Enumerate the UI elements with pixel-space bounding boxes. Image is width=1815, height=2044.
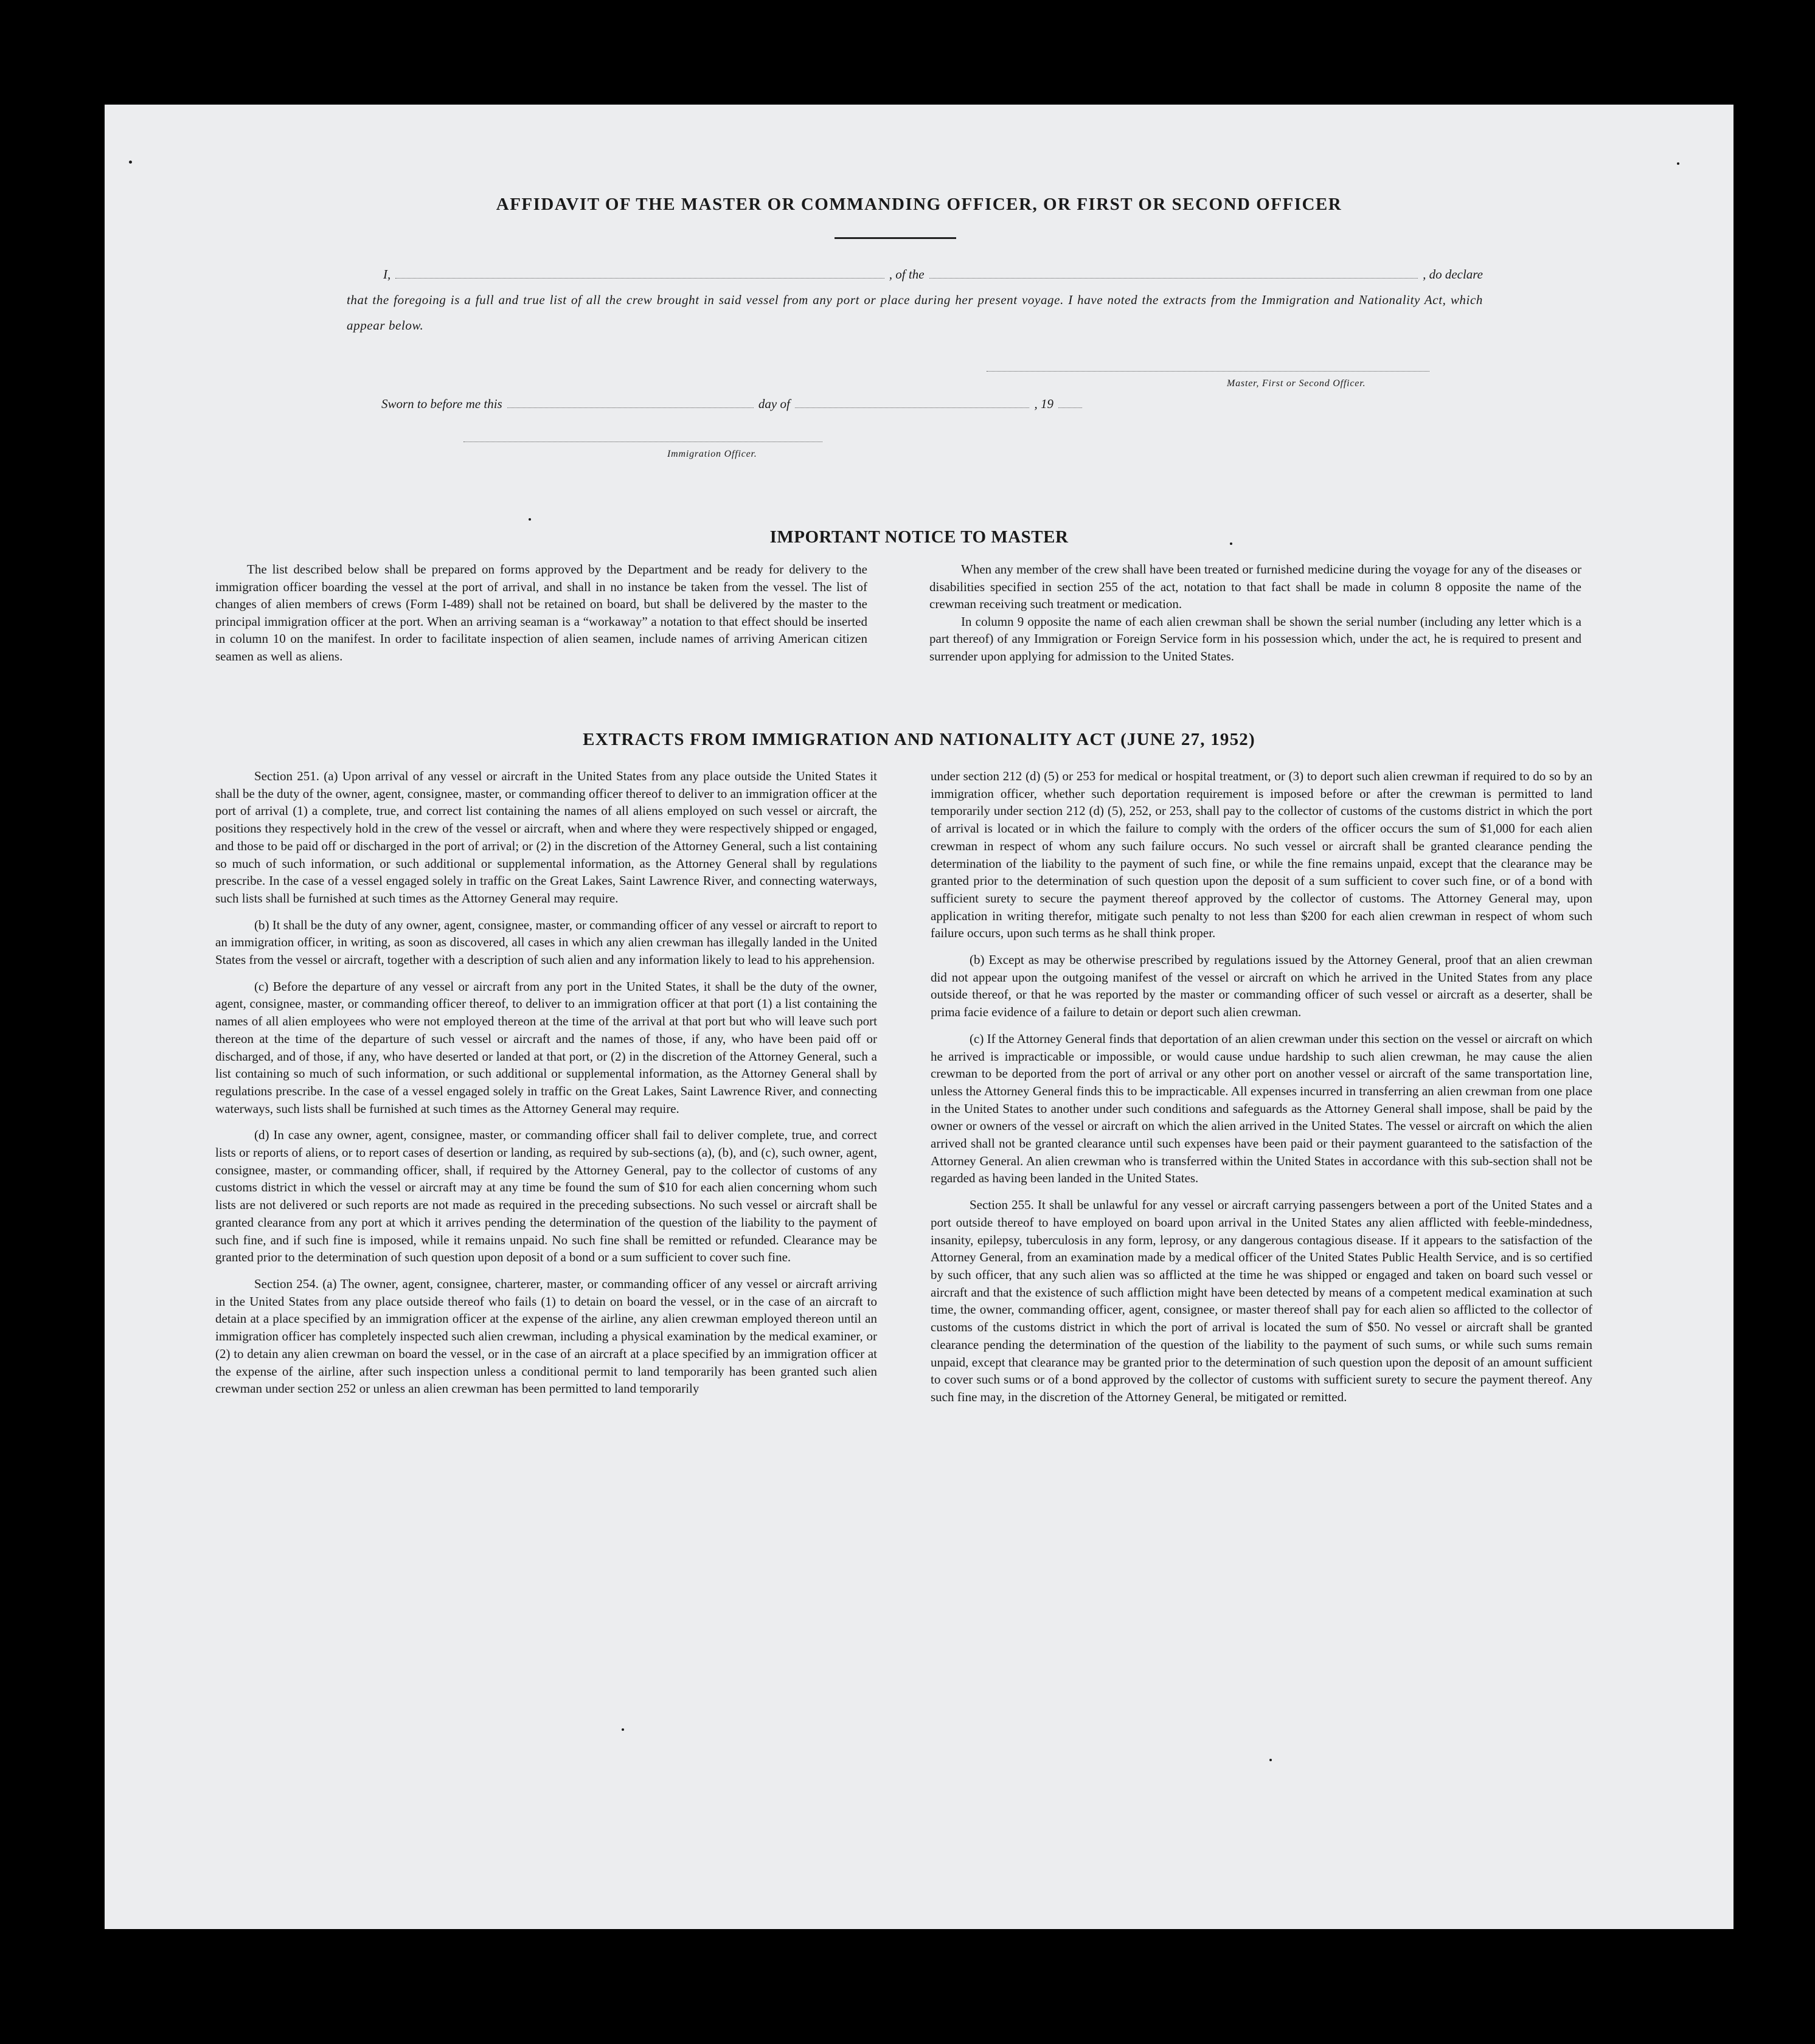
extract-paragraph: (d) In case any owner, agent, consignee, master, or commanding officer shall fail to deliver complete, true, and correct lists or reports of aliens, or to report cases of desertion or landing, as required by sub-sections (a), (b), and (c), such owner, agent, consignee, master, or commanding officer, shall, if required by the Attorney General, pay to the collector of customs of any customs district in which the vessel or aircraft may at any time be found the sum of $10 for each alien concerning whom such lists are not delivered or such reports are not made as required in the preceding subsections. No such vessel or aircraft shall be granted clearance from any port at which it arrives pending the determination of the question of the liability to the payment of such fine, and if such fine is imposed, while it remains unpaid. No such fine shall be remitted or refunded. Clearance may be granted prior to the determination of such question upon deposit of a bond or a sum sufficient to cover such fine. [215, 1128, 877, 1265]
title-rule [835, 237, 956, 239]
extract-paragraph: (b) Except as may be otherwise prescribed by regulations issued by the Attorney General, proof that an alien crewman did not appear upon the outgoing manifest of the vessel or aircraft on which he arrived in the United States from any place outside thereof, or that he was reported by the master or commanding officer of such vessel or aircraft as a deserter, shall be prima facie evidence of a failure to detain or deport such alien crewman. [931, 952, 1592, 1020]
document-page [105, 105, 1733, 1929]
notice-title: IMPORTANT NOTICE TO MASTER [769, 527, 1069, 547]
sworn-year-blank[interactable] [1058, 398, 1082, 408]
scan-speck [129, 161, 132, 164]
sworn-prefix: Sworn to before me this [381, 397, 502, 411]
vessel-blank[interactable] [929, 267, 1418, 279]
declaration-of-the: , of the [889, 267, 925, 282]
notice-paragraph: When any member of the crew shall have been treated or furnished medicine during the voyage for any of the diseases or disabilities specified in section 255 of the act, notation to that fact shall be made in column 8 opposite the name of the crewman receiving such treatment or medication. [929, 562, 1581, 612]
master-signature-line[interactable] [987, 371, 1429, 372]
notice-paragraph: The list described below shall be prepared on forms approved by the Department and be ready for delivery to the immigration officer boarding the vessel at the port of arrival, and shall in no instance be taken from the vessel. The list of changes of alien members of crews (Form I-489) shall not be retained on board, but shall be delivered by the master to the principal immigration officer at the port. When an arriving seaman is a “workaway” a notation to that effect should be inserted in column 10 on the manifest. In order to facilitate inspection of alien seamen, include names of arriving American citizen seamen as well as aliens. [215, 562, 867, 663]
sworn-day-of: day of [758, 397, 790, 411]
extracts-title: EXTRACTS FROM IMMIGRATION AND NATIONALITY ACT (JUNE 27, 1952) [583, 730, 1255, 749]
declaration-line [347, 262, 1483, 287]
sworn-date-blank[interactable] [507, 398, 754, 408]
master-caption: Master, First or Second Officer. [1227, 378, 1366, 389]
sworn-year: , 19 [1034, 397, 1053, 411]
name-blank[interactable] [395, 267, 884, 279]
extracts-left-column [215, 767, 877, 1407]
scan-speck [1677, 162, 1679, 165]
scan-speck [622, 1728, 624, 1731]
scan-speck [529, 518, 531, 521]
extract-paragraph: Section 251. (a) Upon arrival of any vessel or aircraft in the United States from any place outside the United States it shall be the duty of the owner, agent, consignee, master, or commanding officer thereof to deliver to an immigration officer at the port of arrival (1) a complete, true, and correct list containing the names of all aliens employed on such vessel or aircraft, the positions they respectively hold in the crew of the vessel or aircraft, when and where they were respectively shipped or engaged, and those to be paid off or discharged in the port of arrival; or (2) in the discretion of the Attorney General, such a list containing so much of such information, or such additional or supplemental information, as the Attorney General shall by regulations prescribe. In the case of a vessel engaged solely in traffic on the Great Lakes, Saint Lawrence River, and connecting waterways, such lists shall be furnished at such times as the Attorney General may require. [215, 769, 877, 906]
extract-paragraph: (c) Before the departure of any vessel or aircraft from any port in the United States, it shall be the duty of the owner, agent, consignee, master, or commanding officer thereof, to deliver to an immigration officer at that port (1) a list containing the names of all alien employees who were not employed thereon at the time of the arrival at that port but who will leave such port thereon at the time of the departure of such vessel or aircraft and the names of those, if any, who have been paid off or discharged, and of those, if any, who have deserted or landed at that port, or (2) in the discretion of the Attorney General, such a list containing so much of such information, or such additional or supplemental information, as the Attorney General shall by regulations prescribe. In the case of a vessel engaged solely in traffic on the Great Lakes, Saint Lawrence River, and connecting waterways, such lists shall be furnished at such times as the Attorney General may require. [215, 979, 877, 1116]
notice-left-column [215, 561, 867, 665]
officer-caption: Immigration Officer. [667, 449, 757, 459]
declaration-text: that the foregoing is a full and true list of all the crew brought in said vessel from any port or place during her present voyage. I have noted the extracts from the Immigration and Nationality Act, which appear below. [347, 293, 1483, 333]
extract-paragraph: Section 254. (a) The owner, agent, consignee, charterer, master, or commanding officer of any vessel or aircraft arriving in the United States from any place outside thereof who fails (1) to detain on board the vessel, or in the case of an aircraft to detain at a place specified by an immigration officer at the expense of the airline, any alien crewman employed thereon until an immigration officer has completely inspected such alien crewman, including a physical examination by the medical examiner, or (2) to detain any alien crewman on board the vessel, or in the case of an aircraft at a place specified by an immigration officer at the expense of the airline, after such inspection unless a conditional permit to land temporarily has been granted such alien crewman under section 252 or unless an alien crewman has been permitted to land temporarily [215, 1276, 877, 1396]
declaration-do-declare: , do declare [1423, 267, 1484, 282]
extract-paragraph: under section 212 (d) (5) or 253 for medical or hospital treatment, or (3) to deport such alien crewman if required to do so by an immigration officer, whether such deportation requirement is imposed before or after the crewman is permitted to land temporarily under section 212 (d) (5), 252, or 253, shall pay to the collector of customs of the customs district in which the port of arrival is located or in which the failure to comply with the orders of the officer occurs the sum of $1,000 for each alien crewman in respect of whom any such failure occurs. No such vessel or aircraft shall be granted clearance pending the determination of the liability to the payment of such fine, or while the fine remains unpaid, except that the clearance may be granted prior to the determination of such question upon the deposit of a sum sufficient to cover such fine, or of a bond with sufficient surety to secure the payment thereof approved by the collector of customs. The Attorney General may, upon application in writing therefor, mitigate such penalty to not less than $200 for each alien crewman in respect of whom such failure occurs, upon such terms as he shall think proper. [931, 769, 1592, 941]
declaration-i: I, [383, 267, 391, 282]
extracts-right-column [931, 767, 1592, 1415]
sworn-month-blank[interactable] [795, 398, 1030, 408]
extract-paragraph: (c) If the Attorney General finds that deportation of an alien crewman under this section on the vessel or aircraft on which he arrived is impracticable or impossible, or would cause undue hardship to such alien crewman, he may cause the alien crewman to be deported from the port of arrival or any other port on another vessel or aircraft of the same transportation line, unless the Attorney General finds this to be impracticable. All expenses incurred in transferring an alien crewman from one place in the United States to another under such conditions and safeguards as the Attorney General shall impose, shall be paid by the owner or owners of the vessel or aircraft on which the alien arrived in the United States. The vessel or aircraft on which the alien arrived shall not be granted clearance until such expenses have been paid or their payment guaranteed to the satisfaction of the Attorney General. An alien crewman who is transferred within the United States in accordance with this sub-section shall not be regarded as having been landed in the United States. [931, 1031, 1592, 1186]
notice-right-column [929, 561, 1581, 665]
affidavit-title: AFFIDAVIT OF THE MASTER OR COMMANDING OFFICER, OR FIRST OR SECOND OFFICER [496, 195, 1342, 214]
sworn-line [381, 397, 1087, 412]
declaration-block [347, 262, 1483, 338]
notice-paragraph: In column 9 opposite the name of each alien crewman shall be shown the serial number (including any letter which is a part thereof) of any Immigration or Foreign Service form in his possession which, under the act, he is required to present and surrender upon applying for admission to the United States. [929, 614, 1581, 663]
extract-paragraph: (b) It shall be the duty of any owner, agent, consignee, master, or commanding officer of any vessel or aircraft to report to an immigration officer, in writing, as soon as discovered, all cases in which any alien crewman has illegally landed in the United States from the vessel or aircraft, together with a description of such alien and any information likely to lead to his apprehension. [215, 917, 877, 968]
extract-paragraph: Section 255. It shall be unlawful for any vessel or aircraft carrying passengers between a port of the United States and a port outside thereof to have employed on board upon arrival in the United States any alien afflicted with feeble-mindedness, insanity, epilepsy, tuberculosis in any form, leprosy, or any dangerous contagious disease. If it appears to the satisfaction of the Attorney General, from an examination made by a medical officer of the United States Public Health Service, and is so certified by such officer, that any such alien was so afflicted at the time he was shipped or engaged and taken on board such vessel or aircraft and that the existence of such affliction might have been detected by means of a competent medical examination at such time, the owner, commanding officer, agent, consignee, or master thereof shall pay for each alien so afflicted to the collector of customs of the customs district in which the port of arrival is located the sum of $50. No vessel or aircraft shall be granted clearance pending the determination of the question of the liability to the payment of such sums, or while such sums remain unpaid, except that clearance may be granted prior to the determination of such question upon the deposit of an amount sufficient to cover such sums or of a bond approved by the collector of customs with sufficient surety to secure the payment thereof. Any such fine may, in the discretion of the Attorney General, be mitigated or remitted. [931, 1197, 1592, 1404]
scan-speck [1269, 1759, 1272, 1761]
